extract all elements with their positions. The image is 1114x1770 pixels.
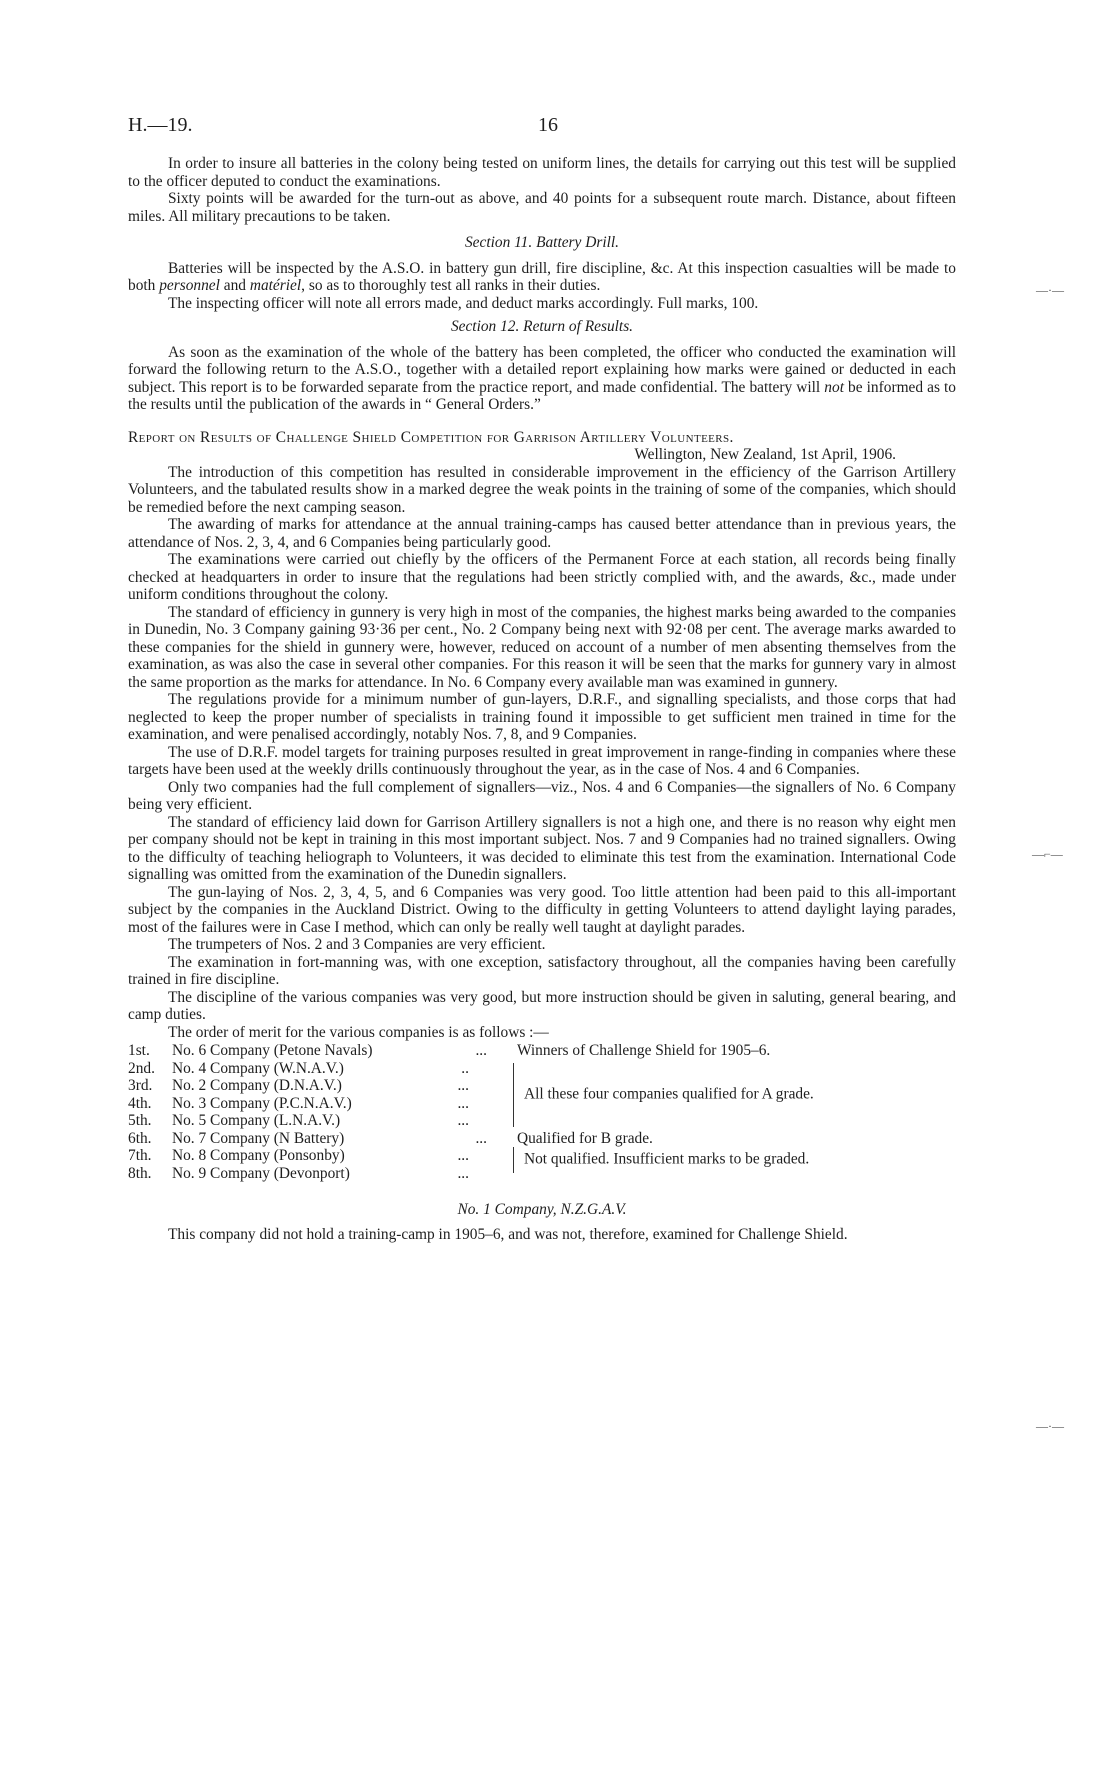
section-12-heading: Section 12. Return of Results. (450, 318, 634, 335)
paragraph: The standard of efficiency laid down for Garrison Artillery signallers is not a high one, and there is no reason why eight men per company should not be kept in training in this most important subject. Nos. 7 and 9 Companies had no trained signallers. Owing to the difficulty of teaching heliograph to Volunteers, it was decided to eliminate this test from the examination. International Code signalling was omitted from the examination of the Dunedin signallers. (128, 813, 956, 883)
company-cell: No. 5 Company (L.N.A.V.) ... (172, 1112, 469, 1129)
report-dateline: Wellington, New Zealand, 1st April, 1906. (634, 446, 896, 463)
order-of-merit-table (128, 1042, 814, 1182)
paragraph: The order of merit for the various companies is as follows :— (168, 1023, 549, 1041)
paragraph: The use of D.R.F. model targets for training purposes resulted in great improvement in range-finding in companies where these targets have been used at the weekly drills continuously throughout the year, as in the case of Nos. 4 and 6 Companies. (128, 743, 956, 778)
paragraph: The introduction of this competition has resulted in considerable improvement in the efficiency of the Garrison Artillery Volunteers, and the tabulated results show in a marked degree the weak points in the training of some of the companies, which should be remedied before the next camping season. (128, 463, 956, 516)
margin-mark-icon: —·— (1036, 1419, 1064, 1433)
table-row (128, 1060, 814, 1078)
rank-cell: 6th. (128, 1129, 152, 1147)
paragraph: The standard of efficiency in gunnery is very high in most of the companies, the highest marks being awarded to the companies in Dunedin, No. 3 Company gaining 93·36 per cent., No. 2 Company being next with 92·08 per cent. The average marks awarded to these companies for the shield in gunnery were, however, reduced on account of a number of men absenting themselves from the examination, as was also the case in several other companies. For this reason it will be seen that the marks for gunnery vary in almost the same proportion as the marks for attendance. In No. 6 Company every available man was examined in gunnery. (128, 603, 956, 691)
section-11-heading: Section 11. Battery Drill. (464, 234, 620, 251)
company-cell: No. 6 Company (Petone Navals) ... (172, 1042, 487, 1059)
paragraph: The discipline of the various companies was very good, but more instruction should be given in saluting, general bearing, and camp duties. (128, 988, 956, 1023)
paragraph: The examination in fort-manning was, with one exception, satisfactory throughout, all the companies having been carefully trained in fire discipline. (128, 953, 956, 988)
note-cell: Not qualified. Insufficient marks to be graded. (505, 1147, 814, 1182)
table-row (128, 1042, 814, 1060)
company-cell: No. 8 Company (Ponsonby) ... (172, 1147, 469, 1164)
paragraph: Batteries will be inspected by the A.S.O. in battery gun drill, fire discipline, &c. At this inspection casualties will be made to both personnel and matériel, so as to thoroughly test all ranks in their duties. (128, 259, 956, 294)
rank-cell: 7th. (128, 1147, 152, 1164)
page-reference: H.—19. (128, 114, 193, 136)
no1-company-heading: No. 1 Company, N.Z.G.A.V. (457, 1201, 627, 1218)
rank-cell: 1st. (128, 1042, 150, 1059)
paragraph: The regulations provide for a minimum number of gun-layers, D.R.F., and signalling specialists, and those corps that had neglected to keep the proper number of specialists in training found it impossible to get sufficient men trained in time for the examination, and were penalised accordingly, notably Nos. 7, 8, and 9 Companies. (128, 691, 956, 743)
rank-cell: 4th. (128, 1094, 152, 1112)
paragraph: In order to insure all batteries in the colony being tested on uniform lines, the details for carrying out this test will be supplied to the officer deputed to conduct the examinations. (128, 155, 956, 190)
paragraph: The awarding of marks for attendance at the annual training-camps has caused better attendance than in previous years, the attendance of Nos. 2, 3, 4, and 6 Companies being particularly good. (128, 516, 956, 551)
paragraph: The trumpeters of Nos. 2 and 3 Companies are very efficient. (168, 936, 546, 953)
table-row (128, 1147, 814, 1165)
paragraph: As soon as the examination of the whole of the battery has been completed, the officer who conducted the examination will forward the following return to the A.S.O., together with a detailed report explaining how marks were gained or deducted in each subject. This report is to be forwarded separate from the practice report, and made confidential. The battery will not be informed as to the results until the publication of the awards in “ General Orders.” (128, 343, 957, 413)
note-cell: Winners of Challenge Shield for 1905–6. (517, 1042, 771, 1059)
note-cell: All these four companies qualified for A grade. (505, 1060, 814, 1130)
margin-mark-icon: —⌐— (1032, 847, 1063, 861)
company-cell: No. 4 Company (W.N.A.V.) .. (172, 1059, 469, 1077)
company-cell: No. 7 Company (N Battery) ... (172, 1129, 487, 1147)
company-cell: No. 2 Company (D.N.A.V.) ... (172, 1077, 469, 1094)
report-heading: Report on Results of Challenge Shield Competition for Garrison Artillery Volunteers. (128, 428, 734, 446)
company-cell: No. 9 Company (Devonport) ... (172, 1164, 469, 1182)
margin-mark-icon: —·— (1036, 283, 1064, 297)
document-body (128, 155, 956, 1243)
rank-cell: 8th. (128, 1164, 152, 1182)
paragraph: The inspecting officer will note all errors made, and deduct marks accordingly. Full marks, 100. (168, 294, 759, 312)
paragraph: This company did not hold a training-camp in 1905–6, and was not, therefore, examined for Challenge Shield. (168, 1225, 848, 1243)
paragraph: Sixty points will be awarded for the turn-out as above, and 40 points for a subsequent route march. Distance, about fifteen miles. All military precautions to be taken. (128, 190, 956, 225)
rank-cell: 3rd. (128, 1077, 153, 1094)
table-row (128, 1130, 814, 1148)
paragraph: The gun-laying of Nos. 2, 3, 4, 5, and 6 Companies was very good. Too little attention had been paid to this all-important subject by the companies in the Auckland District. Owing to the difficulty in getting Volunteers to attend daylight laying parades, most of the failures were in Case I method, which can only be really well taught at daylight parades. (128, 883, 956, 936)
paragraph: The examinations were carried out chiefly by the officers of the Permanent Force at each station, all records being finally checked at headquarters in order to insure that the regulations had been strictly complied with, and the awards, &c., made under uniform conditions throughout the colony. (128, 551, 956, 603)
company-cell: No. 3 Company (P.C.N.A.V.) ... (172, 1094, 469, 1112)
paragraph: Only two companies had the full complement of signallers—viz., Nos. 4 and 6 Companies—the signallers of No. 6 Company being very efficient. (128, 778, 956, 813)
rank-cell: 5th. (128, 1112, 152, 1129)
note-cell: Qualified for B grade. (517, 1129, 653, 1147)
page-number: 16 (538, 114, 558, 136)
rank-cell: 2nd. (128, 1059, 155, 1077)
